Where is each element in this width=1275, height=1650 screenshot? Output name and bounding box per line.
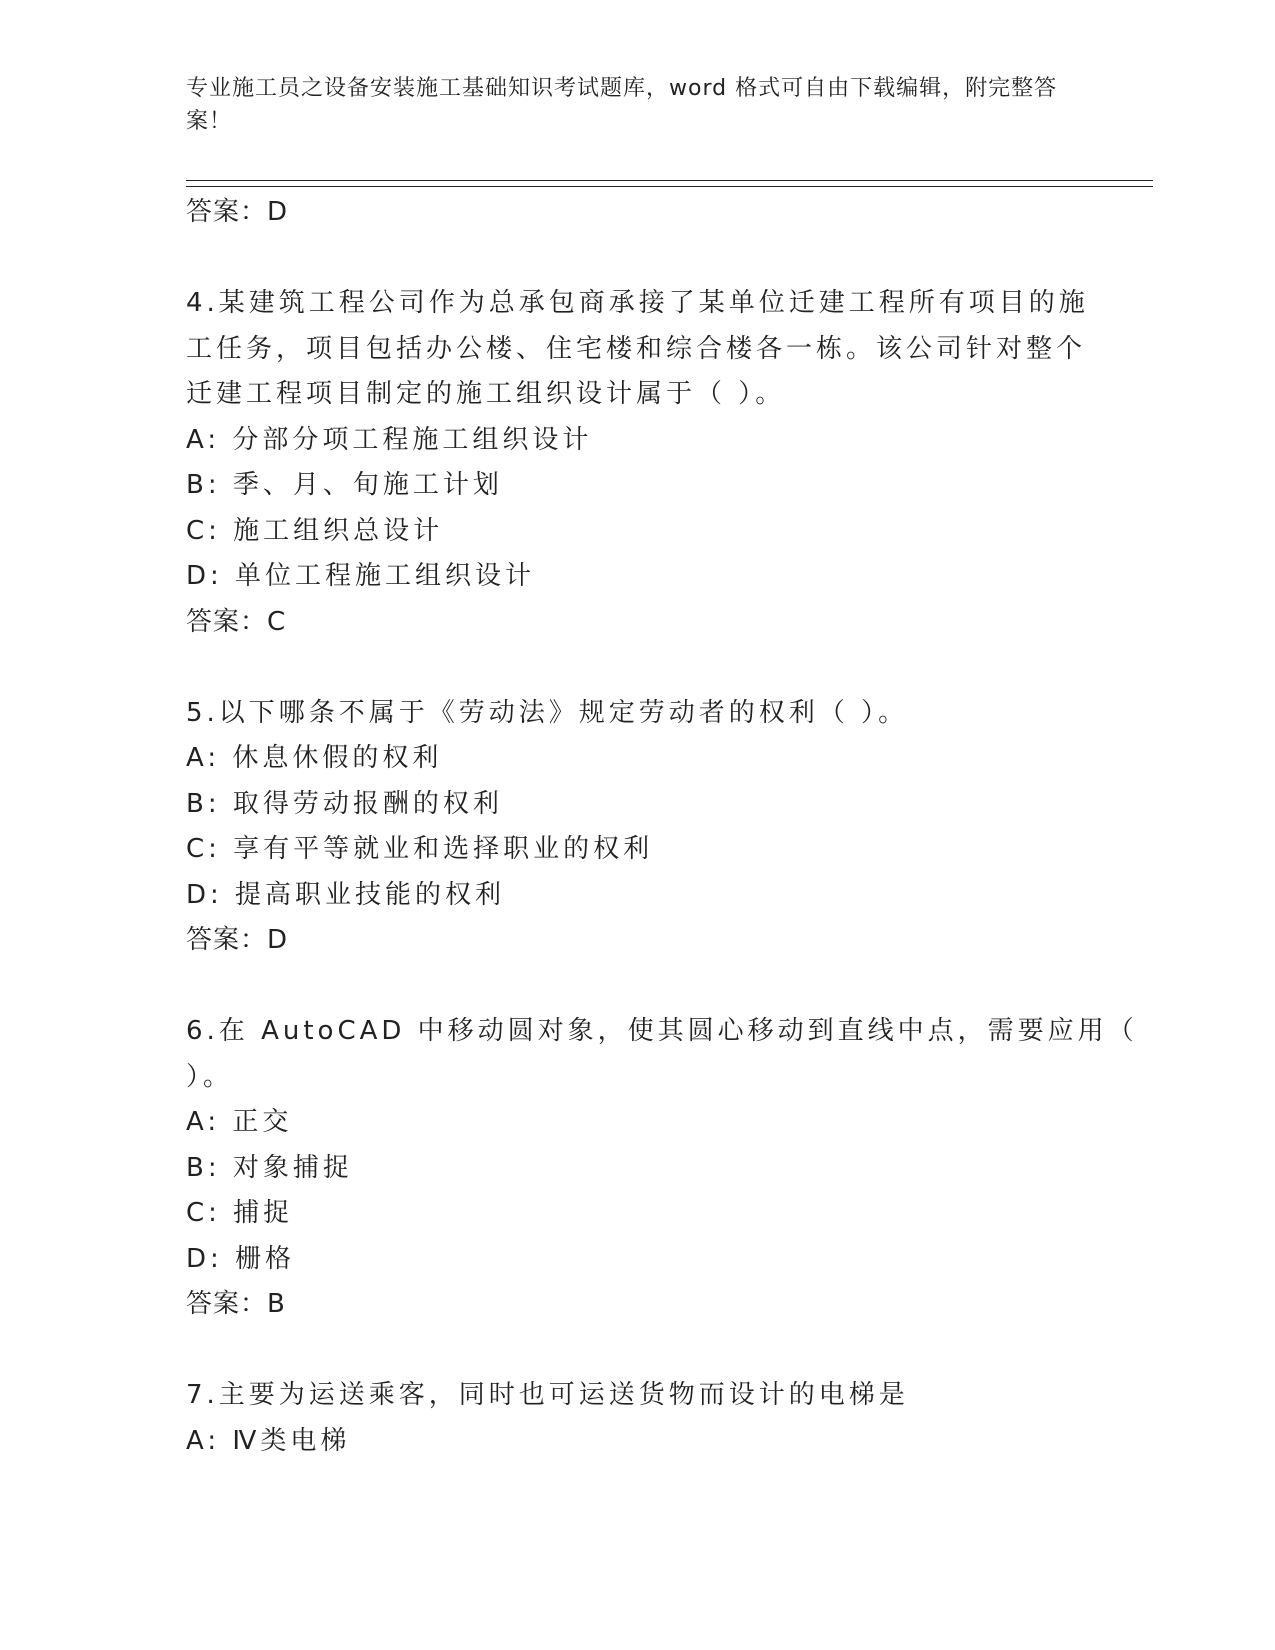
question-4-text-line-2: 工任务，项目包括办公楼、住宅楼和综合楼各一栋。该公司针对整个 — [186, 333, 1087, 364]
question-6-option-c: C: 捕捉 — [186, 1198, 294, 1228]
question-4-option-b: B: 季、月、旬施工计划 — [186, 470, 503, 500]
question-4-option-d: D: 单位工程施工组织设计 — [186, 561, 536, 591]
question-5-option-a: A: 休息休假的权利 — [186, 743, 443, 773]
answer-q4: 答案：C — [186, 606, 287, 637]
spacer — [186, 964, 1086, 1010]
question-4-text-line-1: 4.某建筑工程公司作为总承包商承接了某单位迁建工程所有项目的施 — [186, 288, 1089, 318]
question-4-option-c: C: 施工组织总设计 — [186, 515, 444, 546]
spacer — [186, 1328, 1086, 1374]
question-6-text-line-1: 6.在 AutoCAD 中移动圆对象，使其圆心移动到直线中点，需要应用（ — [186, 1016, 1138, 1046]
question-6-option-a: A: 正交 — [186, 1107, 293, 1137]
question-6-option-d: D: 栅格 — [186, 1243, 296, 1274]
answer-q6: 答案：B — [186, 1289, 286, 1319]
answer-q5: 答案：D — [186, 925, 289, 955]
question-4-text-line-3: 迁建工程项目制定的施工组织设计属于（ ）。 — [186, 379, 786, 409]
answer-q3: 答案：D — [186, 197, 289, 227]
question-5-option-d: D: 提高职业技能的权利 — [186, 879, 506, 910]
question-5-option-c: C: 享有平等就业和选择职业的权利 — [186, 834, 654, 864]
spacer — [186, 645, 1086, 691]
header-divider-top — [186, 180, 1153, 181]
question-6-option-b: B: 对象捕捉 — [186, 1152, 353, 1183]
question-4-option-a: A: 分部分项工程施工组织设计 — [186, 424, 593, 455]
header-divider-bottom — [186, 186, 1153, 187]
question-5-text: 5.以下哪条不属于《劳动法》规定劳动者的权利（ ）。 — [186, 697, 909, 728]
question-7-text: 7.主要为运送乘客，同时也可运送货物而设计的电梯是 — [186, 1380, 909, 1410]
document-header: 专业施工员之设备安装施工基础知识考试题库，word 格式可自由下载编辑，附完整答案！ — [186, 76, 1058, 134]
question-list — [186, 190, 1138, 1464]
spacer — [186, 236, 1086, 282]
question-6-text-line-2: ）。 — [186, 1061, 234, 1092]
question-5-option-b: B: 取得劳动报酬的权利 — [186, 788, 503, 819]
question-7-option-a: A: Ⅳ类电梯 — [186, 1425, 351, 1456]
